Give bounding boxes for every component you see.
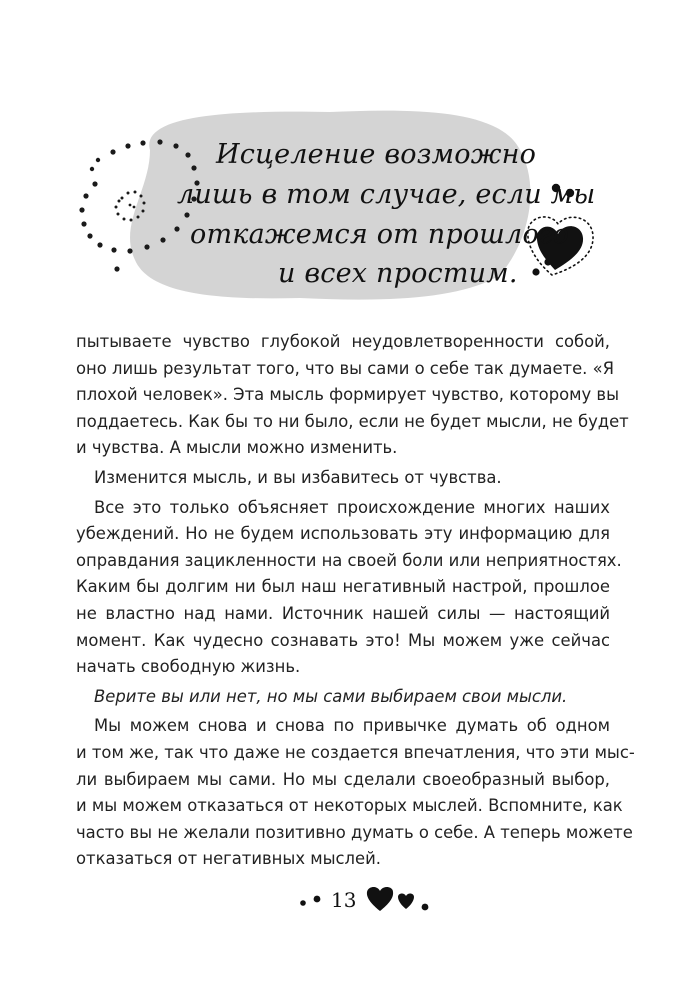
page-number: 13	[331, 888, 357, 912]
quote-line-4: и всех простим.	[278, 258, 518, 289]
text-line: момент. Как чудесно сознавать это! Мы можем уже сейчас	[76, 630, 610, 650]
text-line: начать свободную жизнь.	[76, 657, 301, 677]
dot-icon	[314, 896, 321, 903]
dot-icon	[422, 904, 429, 911]
quote-line-2: лишь в том случае, если мы	[177, 179, 596, 210]
quote-line-1: Исцеление возможно	[216, 139, 537, 170]
text-line: убеждений. Но не будем использовать эту информацию для	[76, 524, 610, 544]
text-line: и мы можем отказаться от некоторых мыслей. Вспомните, как	[76, 796, 623, 816]
text-line: ли выбираем мы сами. Но мы сделали своеобразный выбор,	[76, 769, 610, 789]
text-line: оно лишь результат того, что вы сами о себе так думаете. «Я	[76, 358, 615, 378]
text-line: Мы можем снова и снова по привычке думать об одном	[94, 716, 610, 736]
text-line: плохой человек». Эта мысль формирует чувство, которому вы	[76, 385, 620, 405]
dot-icon	[300, 900, 306, 906]
text-line: Изменится мысль, и вы избавитесь от чувства.	[94, 467, 502, 487]
text-line: Каким бы долгим ни был наш негативный настрой, прошлое	[76, 577, 610, 597]
text-line: не властно над нами. Источник нашей силы — настоящий	[76, 603, 610, 623]
quote-line-3: откажемся от прошлого	[190, 219, 570, 250]
text-line: поддаетесь. Как бы то ни было, если не будет мысли, не будет	[76, 411, 629, 431]
text-line: Все это только объясняет происхождение многих наших	[94, 497, 610, 517]
text-line: часто вы не желали позитивно думать о себе. А теперь можете	[76, 822, 633, 842]
text-line-italic: Верите вы или нет, но мы сами выбираем свои мысли.	[94, 686, 568, 706]
text-line: и том же, так что даже не создается впечатления, что эти мыс-	[76, 742, 635, 762]
text-line: и чувства. А мысли можно изменить.	[76, 438, 398, 458]
body-text	[76, 329, 635, 873]
text-line: пытываете чувство глубокой неудовлетворенности собой,	[76, 332, 610, 351]
text-line: отказаться от негативных мыслей.	[76, 849, 381, 869]
heart-icon	[367, 887, 393, 911]
text-line: оправдания зацикленности на своей боли или неприятностях.	[76, 550, 622, 570]
small-heart-icon	[398, 893, 414, 909]
